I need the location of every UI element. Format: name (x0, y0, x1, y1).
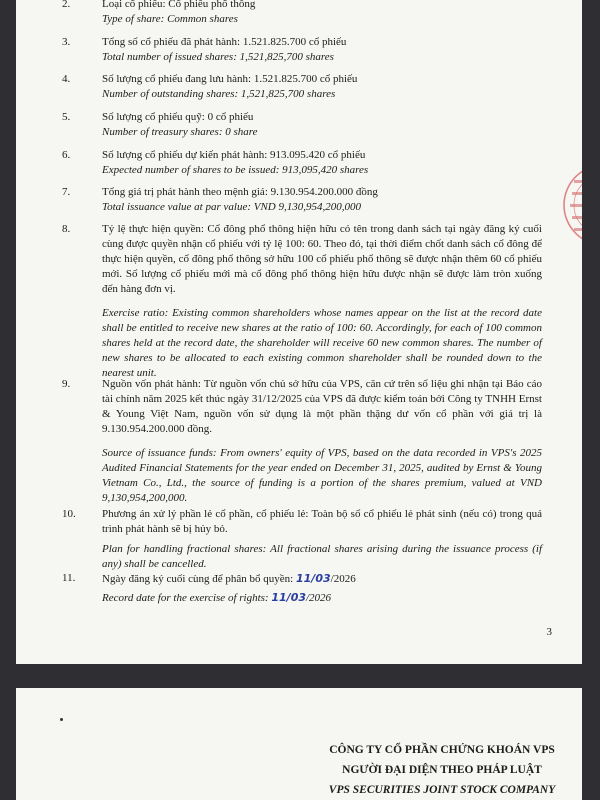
item-number: 4. (62, 73, 71, 85)
item-number: 2. (62, 0, 71, 10)
item-number: 10. (62, 508, 76, 520)
record-day: 11 (271, 591, 287, 604)
company-stamp-partial (560, 150, 582, 260)
item-fractional-shares (62, 507, 542, 572)
record-day: 11 (295, 572, 312, 585)
document-page-4 (16, 688, 582, 800)
item-text-vi: Phương án xử lý phần lẻ cổ phần, cổ phiếu lẻ: Toàn bộ số cổ phiếu lẻ phát sinh (nếu có) trong quá trình phát hành sẽ bị hủy bỏ. (102, 508, 542, 535)
signature-block (312, 740, 572, 800)
item-number: 9. (62, 378, 71, 390)
item-text-en: Exercise ratio: Existing common shareholders whose names appear on the list at the record date shall be entitled to receive new shares at the ratio of 100: 60. Accordingly, for each of 100 common shares held at the record date, the shareholder will receive 60 new common shares. The number of new shares to be allocated to each existing common shareholder shall be rounded down to the nearest unit. (102, 307, 542, 379)
record-month: 03 (290, 591, 306, 604)
item-outstanding-shares (62, 72, 542, 102)
item-text-vi: Nguồn vốn phát hành: Từ nguồn vốn chủ sở hữu của VPS, căn cứ trên số liệu ghi nhận tại Báo cáo tài chính năm 2025 kết thúc ngày 31/12/2025 của VPS đã được kiểm toán bởi Công ty TNHH Ernst & Young Việt Nam, nguồn vốn sử dụng là một phần thặng dư vốn cổ phần với giá trị là 9.130.954.200.000 đồng. (102, 378, 542, 435)
item-share-type (62, 0, 542, 27)
item-text-vi (102, 571, 542, 587)
item-source-of-funds (62, 377, 542, 506)
scan-speck (60, 718, 63, 721)
item-exercise-ratio (62, 222, 542, 381)
record-year: /2026 (330, 573, 356, 585)
item-text-vi: Số lượng cổ phiếu dự kiến phát hành: 913.095.420 cổ phiếu (102, 149, 366, 161)
item-text-vi: Tổng giá trị phát hành theo mệnh giá: 9.130.954.200.000 đồng (102, 186, 378, 198)
company-name-vi: CÔNG TY CỔ PHẦN CHỨNG KHOÁN VPS (329, 744, 555, 756)
item-text-en: Total number of issued shares: 1,521,825,700 shares (102, 51, 334, 63)
item-text-en: Plan for handling fractional shares: All fractional shares arising during the issuance process (if any) shall be cancelled. (102, 543, 542, 570)
record-date-label-vi: Ngày đăng ký cuối cùng để phân bổ quyền: (102, 573, 294, 585)
item-text-vi: Tỷ lệ thực hiện quyền: Cổ đông phổ thông hiện hữu có tên trong danh sách tại ngày đăng ký cuối cùng được quyền nhận cổ phiếu với tỷ lệ 100: 60. Theo đó, tại thời điểm chốt danh sách cổ đông để thực hiện quyền, cổ đông phổ thông sở hữu 100 cổ phiếu phổ thông sẽ được nhận thêm 60 cổ phiếu mới. Số lượng cổ phiếu mới mà cổ đông phổ thông hiện hữu được nhận sẽ được làm tròn xuống đến hàng đơn vị. (102, 223, 542, 295)
item-total-issuance-value (62, 185, 542, 215)
document-page-3 (16, 0, 582, 664)
item-text-en: Expected number of shares to be issued: 913,095,420 shares (102, 164, 369, 176)
company-name-en: VPS SECURITIES JOINT STOCK COMPANY (328, 784, 556, 796)
item-number: 11. (62, 572, 76, 584)
record-date-label-en: Record date for the exercise of rights: (102, 592, 269, 604)
record-month: 03 (315, 572, 331, 585)
item-record-date (62, 571, 542, 606)
item-text-en: Number of treasury shares: 0 share (102, 126, 258, 138)
item-text-vi: Số lượng cổ phiếu đang lưu hành: 1.521.825.700 cổ phiếu (102, 73, 358, 85)
item-text-vi: Loại cổ phiếu: Cổ phiếu phổ thông (102, 0, 256, 10)
record-date-handwritten: 11/03 (271, 591, 306, 604)
item-text-en (102, 590, 542, 606)
record-date-handwritten: 11/03 (295, 572, 331, 585)
legal-representative-vi: NGƯỜI ĐẠI DIỆN THEO PHÁP LUẬT (342, 764, 542, 776)
item-text-en: Number of outstanding shares: 1,521,825,700 shares (102, 88, 336, 100)
item-text-en: Type of share: Common shares (102, 13, 238, 25)
item-text-en: Source of issuance funds: From owners' equity of VPS, based on the data recorded in VPS's 2025 Audited Financial Statements for the year ended on December 31, 2025, audited by Ernst & Young Vietnam Co., Ltd., the source of funding is a portion of the shares premium, valued at VND 9,130,954,200,000. (102, 447, 542, 504)
item-number: 7. (62, 186, 71, 198)
item-text-en: Total issuance value at par value: VND 9,130,954,200,000 (102, 201, 361, 213)
item-issued-shares (62, 35, 542, 65)
item-text-vi: Số lượng cổ phiếu quỹ: 0 cổ phiếu (102, 111, 254, 123)
item-number: 5. (62, 111, 71, 123)
item-treasury-shares (62, 110, 542, 140)
item-number: 3. (62, 36, 71, 48)
record-year: /2026 (306, 592, 332, 604)
page-number: 3 (546, 626, 552, 638)
item-expected-shares (62, 148, 542, 178)
item-number: 8. (62, 223, 71, 235)
item-text-vi: Tổng số cổ phiếu đã phát hành: 1.521.825.700 cổ phiếu (102, 36, 347, 48)
item-number: 6. (62, 149, 71, 161)
